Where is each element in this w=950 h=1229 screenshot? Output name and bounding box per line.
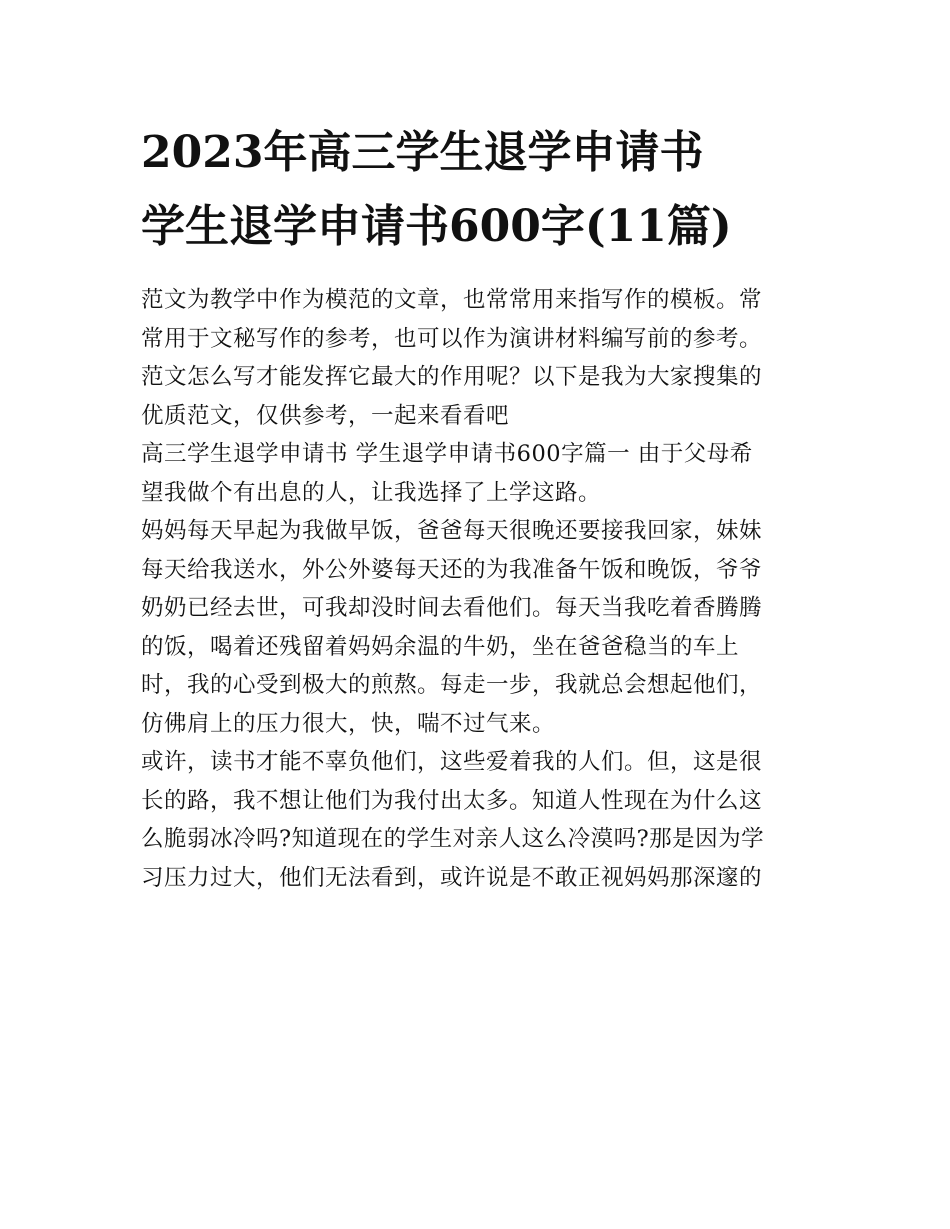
body-line: 么脆弱冰冷吗?知道现在的学生对亲人这么冷漠吗?那是因为学 [141, 826, 765, 852]
body-line: 优质范文，仅供参考，一起来看看吧 [141, 402, 510, 429]
title-line-2: 学生退学申请书600字(11篇) [141, 201, 732, 252]
body-line: 仿佛肩上的压力很大，快，喘不过气来。 [141, 710, 556, 737]
body-line: 习压力过大，他们无法看到，或许说是不敢正视妈妈那深邃的 [141, 864, 763, 891]
body-line: 的饭，喝着还残留着妈妈余温的牛奶，坐在爸爸稳当的车上 [141, 633, 740, 660]
body-line: 时，我的心受到极大的煎熬。每走一步，我就总会想起他们， [141, 672, 763, 698]
body-line: 望我做个有出息的人，让我选择了上学这路。 [141, 479, 602, 506]
body-line: 范文怎么写才能发挥它最大的作用呢？以下是我为大家搜集的 [141, 364, 763, 390]
body-line: 或许，读书才能不辜负他们，这些爱着我的人们。但，这是很 [141, 749, 763, 775]
document-title [141, 116, 821, 264]
body-line: 长的路，我不想让他们为我付出太多。知道人性现在为什么这 [141, 787, 763, 814]
body-line: 范文为教学中作为模范的文章，也常常用来指写作的模板。常 [141, 287, 763, 313]
body-line: 常用于文秘写作的参考，也可以作为演讲材料编写前的参考。 [141, 325, 763, 352]
title-line-1: 2023年高三学生退学申请书 [141, 127, 704, 178]
body-line: 每天给我送水，外公外婆每天还的为我准备午饭和晚饭，爷爷 [141, 556, 763, 583]
body-line: 高三学生退学申请书 学生退学申请书600字篇一 由于父母希 [141, 441, 753, 467]
document-body [141, 281, 821, 897]
body-line: 妈妈每天早起为我做早饭，爸爸每天很晚还要接我回家，妹妹 [141, 518, 763, 544]
body-line: 奶奶已经去世，可我却没时间去看他们。每天当我吃着香腾腾 [141, 595, 763, 621]
